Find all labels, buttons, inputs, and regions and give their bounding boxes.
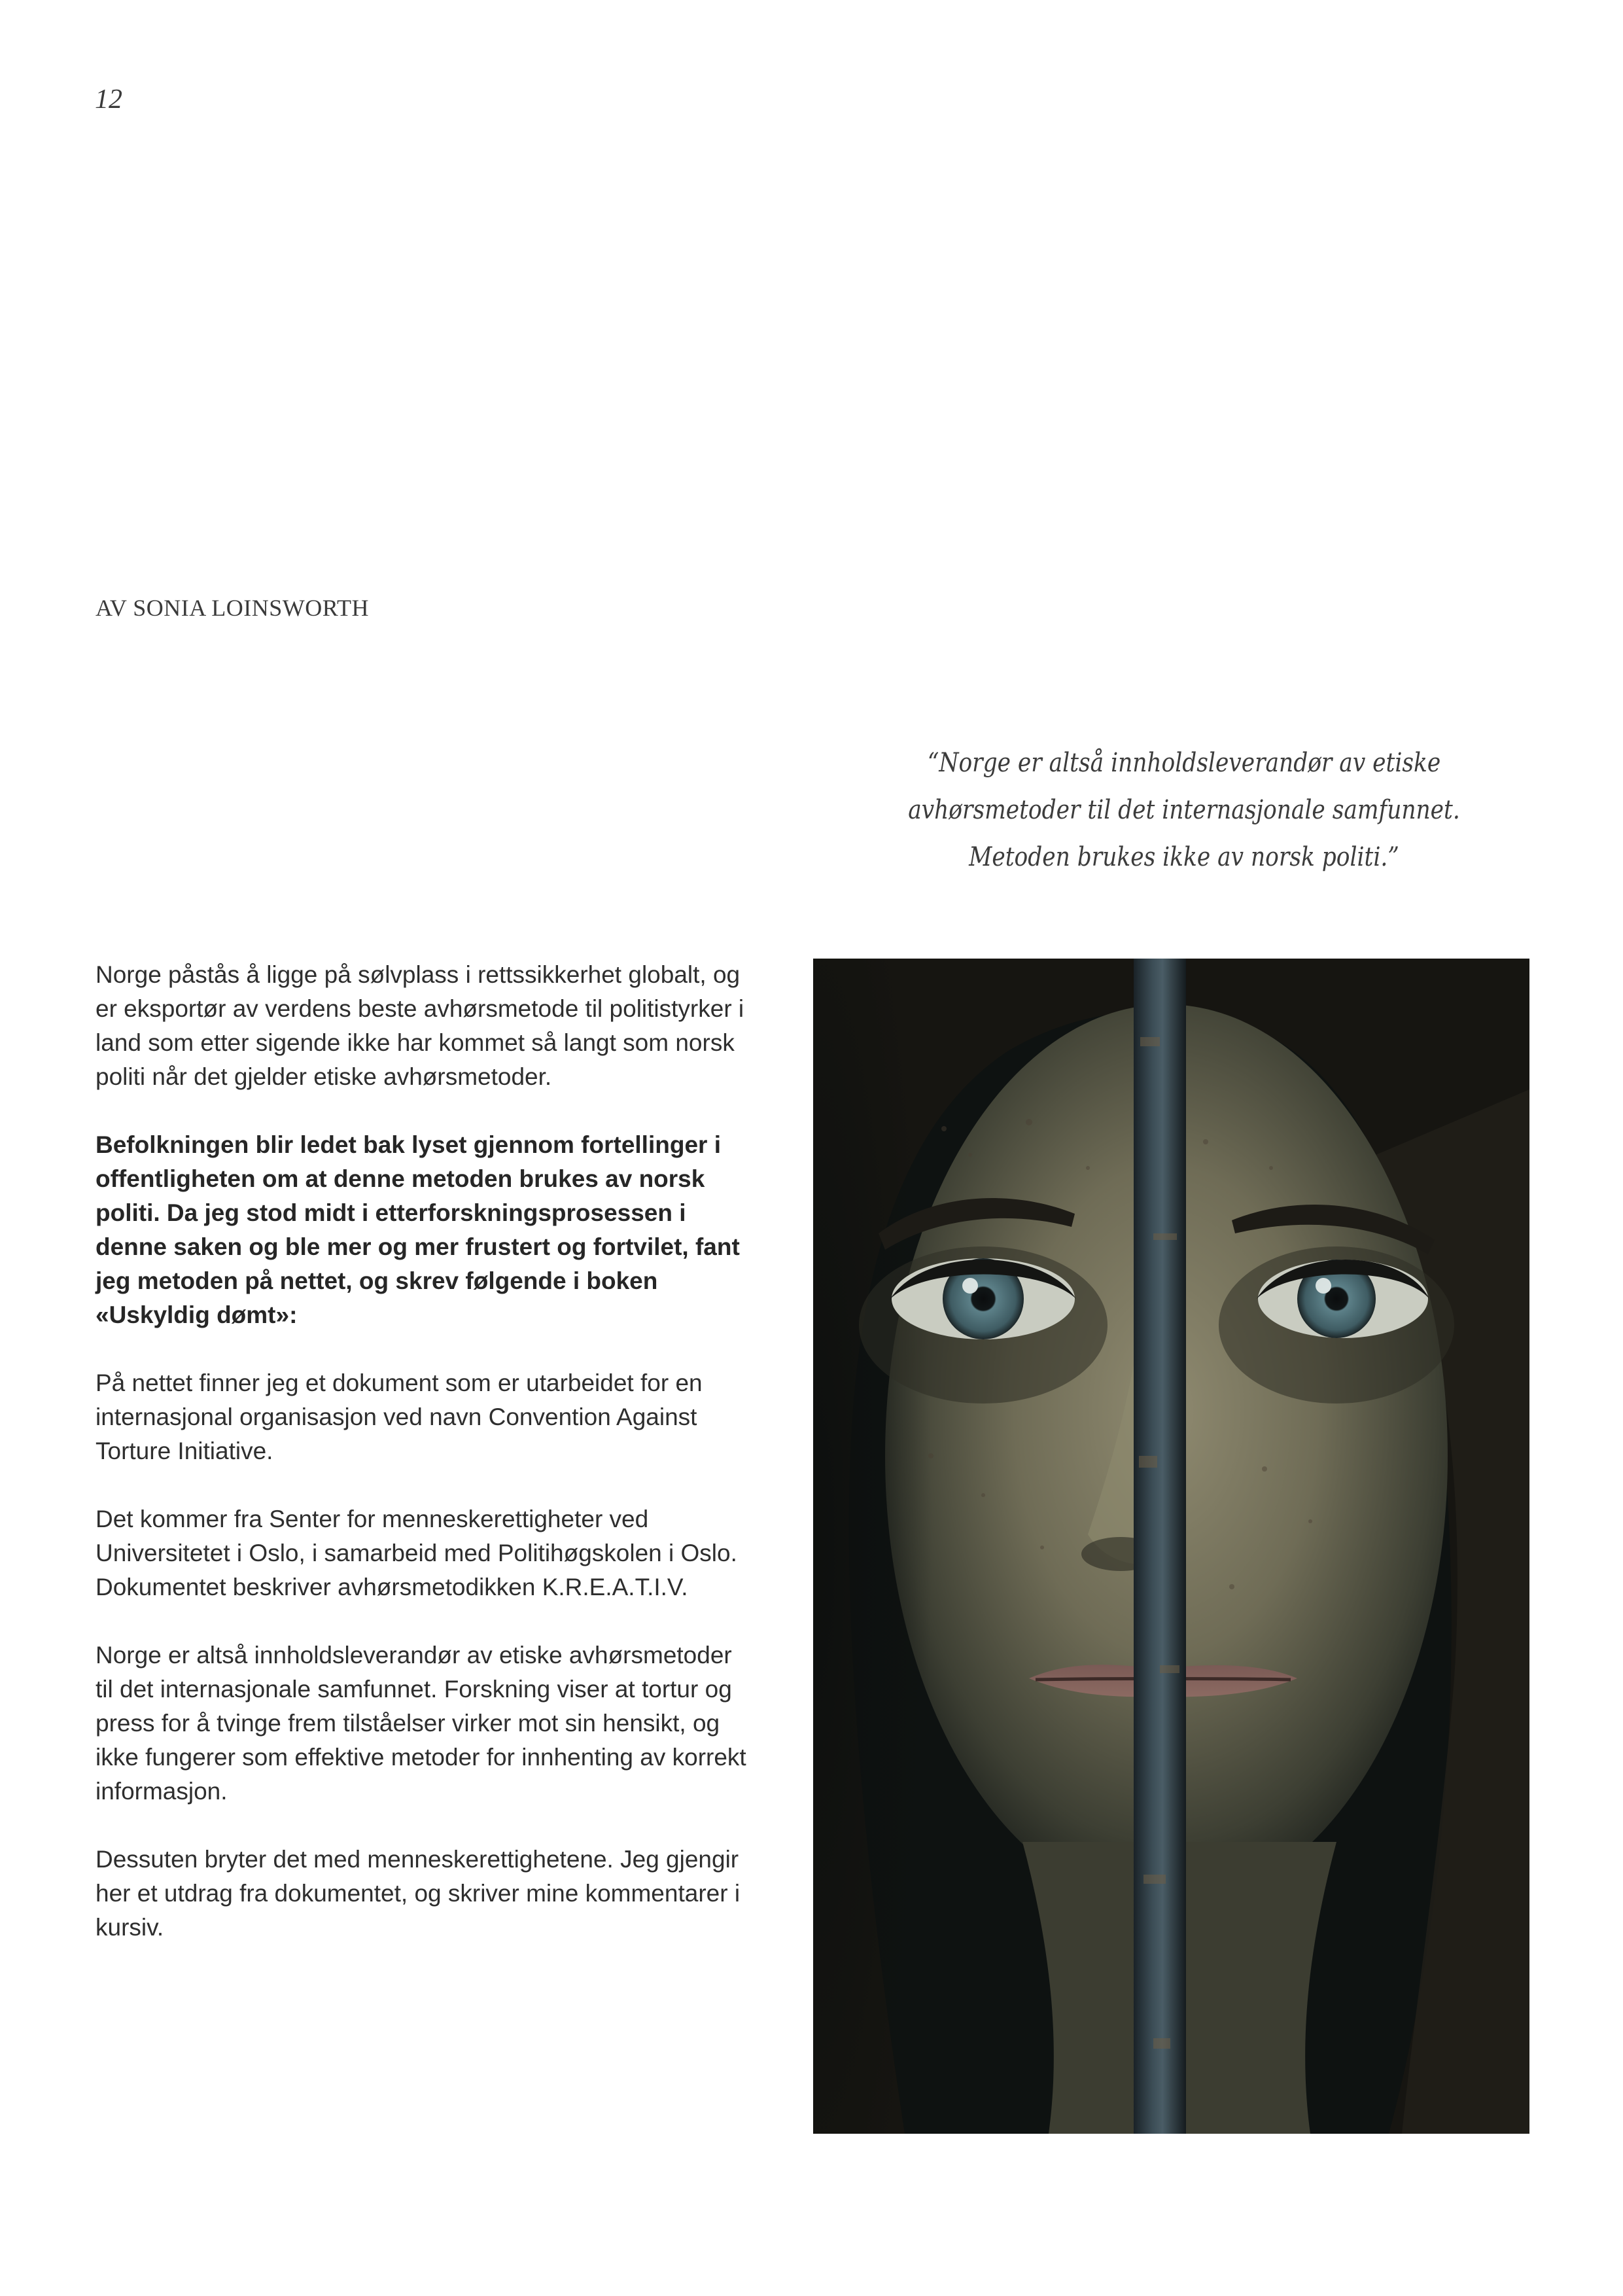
article-paragraph: Det kommer fra Senter for menneskerettigheter ved Universitetet i Oslo, i samarbeid med Politihøgskolen i Oslo. Dokumentet beskriver avhørsmetodikken K.R.E.A.T.I.V.	[96, 1506, 737, 1600]
woman-behind-bar-illustration	[813, 959, 1529, 2134]
article-body	[96, 958, 750, 1979]
author-byline: AV SONIA LOINSWORTH	[96, 595, 370, 621]
page-number: 12	[95, 84, 122, 115]
pull-quote: “Norge er altså innholdsleverandør av etiske avhørsmetoder til det internasjonale samfunnet. Metoden brukes ikke av norsk politi.”	[908, 748, 1460, 872]
article-paragraph-bold: Befolkningen blir ledet bak lyset gjennom fortellinger i offentligheten om at denne metoden brukes av norsk politi. Da jeg stod midt i etterforskningsprosessen i denne saken og ble mer og mer frustert og fortvilet, fant jeg metoden på nettet, og skrev følgende i boken «Uskyldig dømt»:	[96, 1131, 740, 1328]
article-paragraph: Norge påstås å ligge på sølvplass i rettssikkerhet globalt, og er eksportør av verdens beste avhørsmetode til politistyrker i land som etter sigende ikke har kommet så langt som norsk politi når det gjelder etiske avhørsmetoder.	[96, 961, 744, 1090]
article-paragraph: Dessuten bryter det med menneskerettighetene. Jeg gjengir her et utdrag fra dokumentet, og skriver mine kommentarer i kursiv.	[96, 1846, 741, 1941]
prison-bar	[1134, 959, 1186, 2134]
article-paragraph: Norge er altså innholdsleverandør av etiske avhørsmetoder til det internasjonale samfunnet. Forskning viser at tortur og press for å tvinge frem tilståelser virker mot sin hensikt, og ikke fungerer som effektive metoder for innhenting av korrekt informasjon.	[96, 1642, 746, 1805]
article-paragraph: På nettet finner jeg et dokument som er utarbeidet for en internasjonal organisasjon ved navn Convention Against Torture Initiative.	[96, 1369, 703, 1464]
article-photo	[813, 959, 1529, 2134]
